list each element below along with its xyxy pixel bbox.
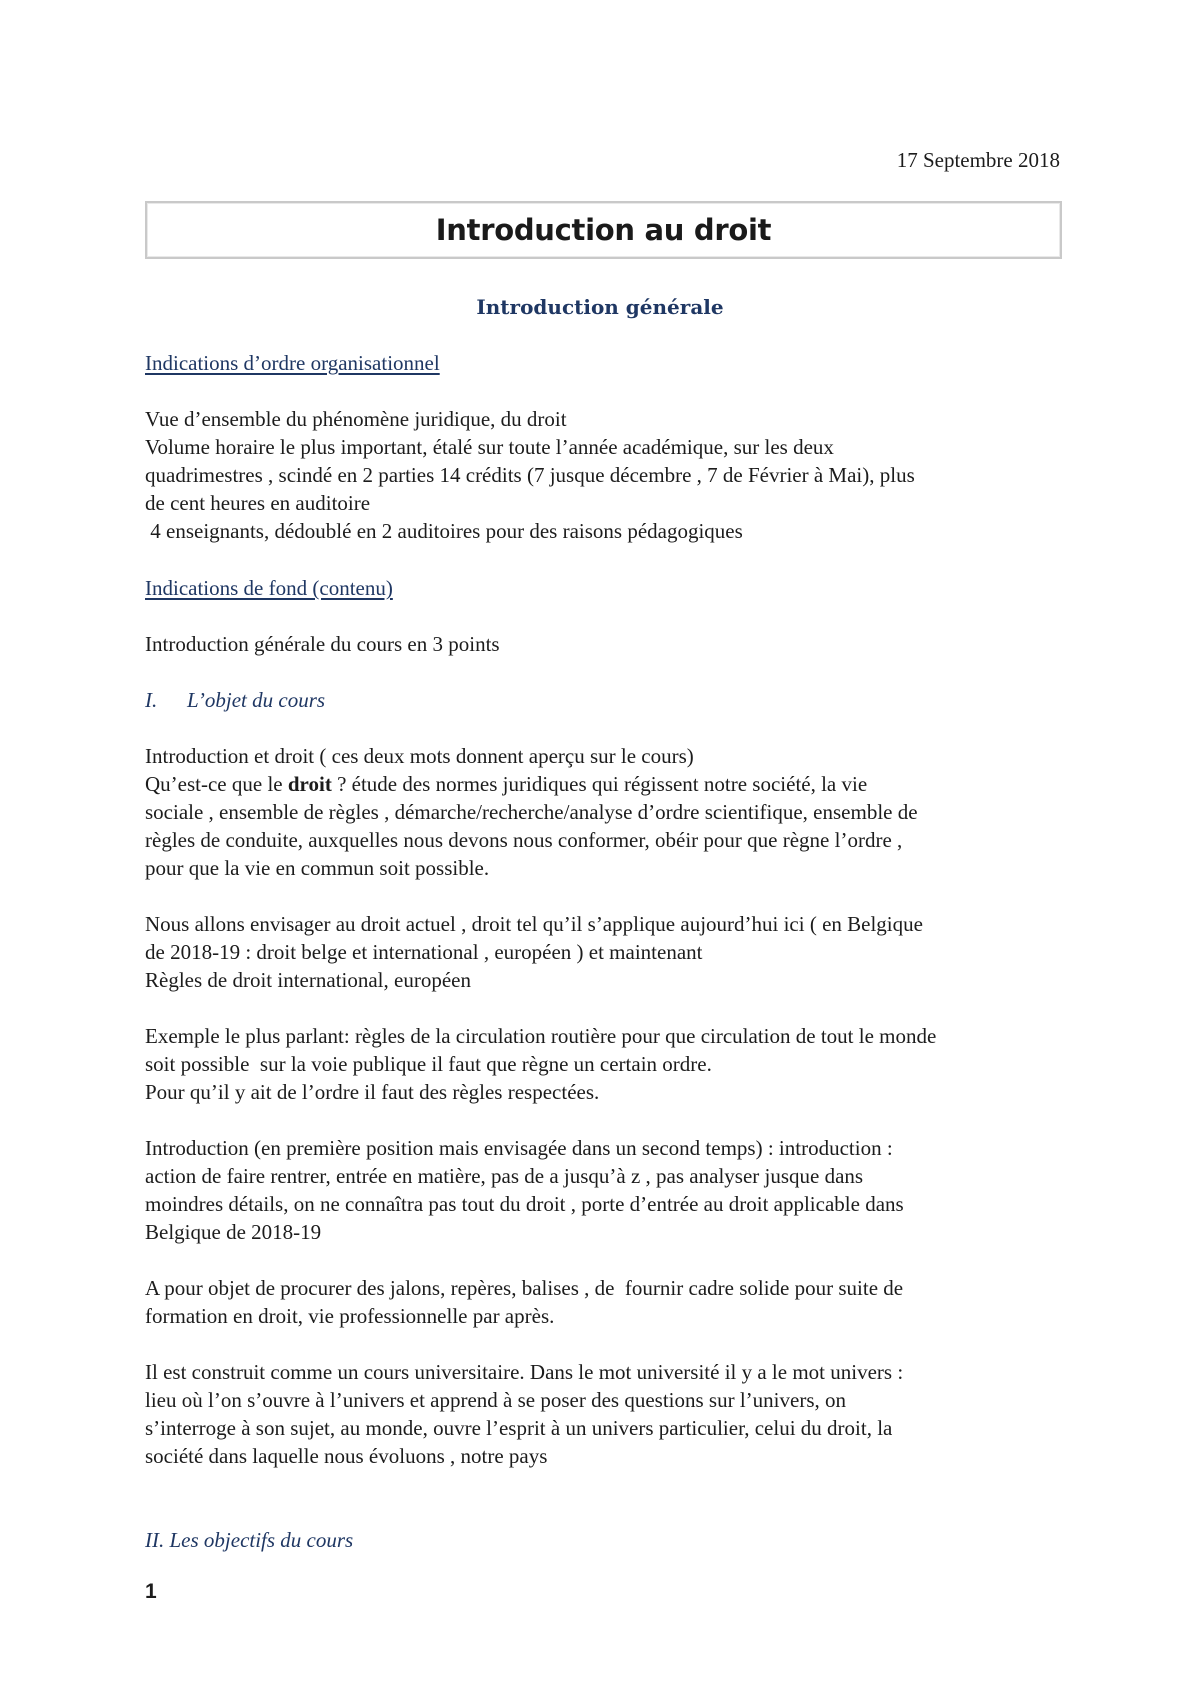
paragraph-2 bbox=[145, 910, 1075, 994]
intro-line: Introduction générale du cours en 3 points bbox=[145, 632, 500, 656]
page-number: 1 bbox=[145, 1580, 157, 1603]
text-line: 4 enseignants, dédoublé en 2 auditoires pour des raisons pédagogiques bbox=[145, 519, 743, 543]
text-line: Règles de droit international, européen bbox=[145, 968, 471, 992]
fond-section-heading: Indications de fond (contenu) bbox=[145, 576, 393, 600]
text-line: lieu où l’on s’ouvre à l’univers et apprend à se poser des questions sur l’univers, on bbox=[145, 1388, 846, 1412]
section-1-heading bbox=[145, 686, 325, 714]
text-line: de cent heures en auditoire bbox=[145, 491, 371, 515]
text-line: sociale , ensemble de règles , démarche/recherche/analyse d’ordre scientifique, ensemble de bbox=[145, 800, 918, 824]
text-line: Introduction et droit ( ces deux mots donnent aperçu sur le cours) bbox=[145, 744, 694, 768]
text-line: règles de conduite, auxquelles nous devons nous conformer, obéir pour que règne l’ordre , bbox=[145, 828, 903, 852]
text-line: Il est construit comme un cours universitaire. Dans le mot université il y a le mot univers : bbox=[145, 1360, 904, 1384]
text-line: Volume horaire le plus important, étalé sur toute l’année académique, sur les deux bbox=[145, 435, 834, 459]
text-line: soit possible sur la voie publique il faut que règne un certain ordre. bbox=[145, 1052, 712, 1076]
text-line: Nous allons envisager au droit actuel , droit tel qu’il s’applique aujourd’hui ici ( en Belgique bbox=[145, 912, 923, 936]
title-box bbox=[145, 201, 1062, 259]
bold-term-droit: droit bbox=[287, 772, 332, 796]
section-1-number: I. bbox=[145, 688, 158, 712]
text-line: formation en droit, vie professionnelle par après. bbox=[145, 1304, 555, 1328]
text-run: Qu’est-ce que le bbox=[145, 772, 288, 796]
document-subtitle: Introduction générale bbox=[476, 295, 724, 319]
text-line: de 2018-19 : droit belge et international , européen ) et maintenant bbox=[145, 940, 703, 964]
paragraph-6 bbox=[145, 1358, 1075, 1470]
paragraph-4 bbox=[145, 1134, 1075, 1246]
paragraph-1 bbox=[145, 742, 1075, 882]
text-line: société dans laquelle nous évoluons , notre pays bbox=[145, 1444, 548, 1468]
text-line: Introduction (en première position mais envisagée dans un second temps) : introduction : bbox=[145, 1136, 893, 1160]
org-paragraph bbox=[145, 405, 1075, 545]
text-line: A pour objet de procurer des jalons, repères, balises , de fournir cadre solide pour suite de bbox=[145, 1276, 904, 1300]
org-section-heading: Indications d’ordre organisationnel bbox=[145, 351, 440, 375]
text-line: pour que la vie en commun soit possible. bbox=[145, 856, 490, 880]
section-2-heading: II. Les objectifs du cours bbox=[145, 1528, 354, 1552]
section-1-title: L’objet du cours bbox=[187, 688, 326, 712]
paragraph-5 bbox=[145, 1274, 1075, 1330]
document-title: Introduction au droit bbox=[435, 213, 772, 247]
document-date: 17 Septembre 2018 bbox=[896, 148, 1060, 172]
text-line: Belgique de 2018-19 bbox=[145, 1220, 322, 1244]
text-run: ? étude des normes juridiques qui régissent notre société, la vie bbox=[331, 772, 868, 796]
text-line: Vue d’ensemble du phénomène juridique, du droit bbox=[145, 407, 567, 431]
text-line: Pour qu’il y ait de l’ordre il faut des règles respectées. bbox=[145, 1080, 600, 1104]
text-line: moindres détails, on ne connaîtra pas tout du droit , porte d’entrée au droit applicable dans bbox=[145, 1192, 904, 1216]
text-line: s’interroge à son sujet, au monde, ouvre l’esprit à un univers particulier, celui du droit, la bbox=[145, 1416, 893, 1440]
text-line: Exemple le plus parlant: règles de la circulation routière pour que circulation de tout le monde bbox=[145, 1024, 937, 1048]
text-line: action de faire rentrer, entrée en matière, pas de a jusqu’à z , pas analyser jusque dans bbox=[145, 1164, 864, 1188]
paragraph-3 bbox=[145, 1022, 1075, 1106]
text-line bbox=[145, 770, 1075, 798]
text-line: quadrimestres , scindé en 2 parties 14 crédits (7 jusque décembre , 7 de Février à Mai), plus bbox=[145, 463, 915, 487]
